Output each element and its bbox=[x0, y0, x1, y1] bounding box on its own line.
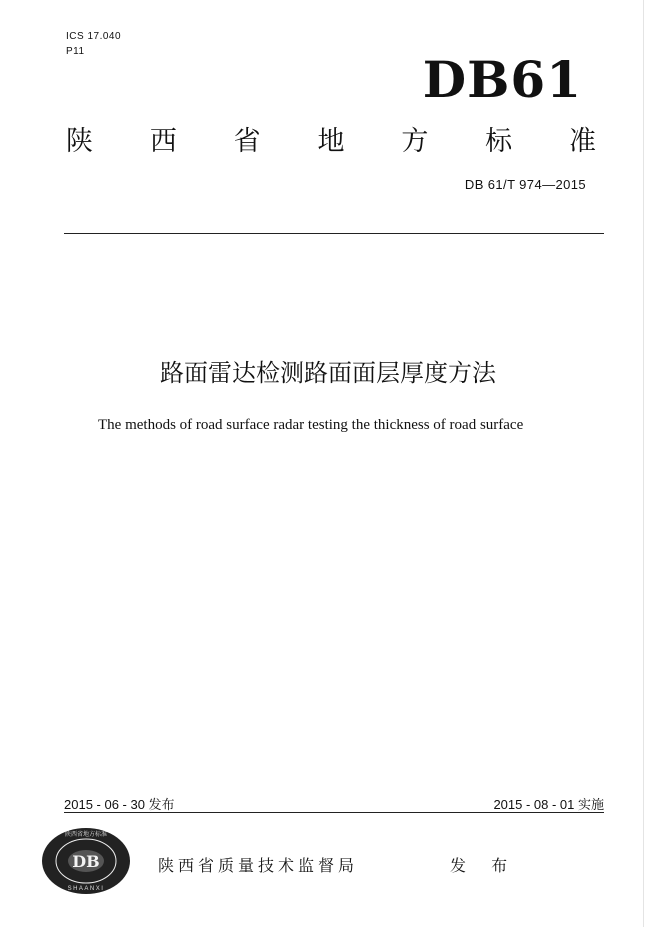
document-title: 路面雷达检测路面面层厚度方法 bbox=[160, 359, 496, 387]
scan-edge bbox=[643, 0, 644, 927]
standard-type-char: 地 bbox=[317, 126, 345, 157]
standard-type-char: 方 bbox=[401, 126, 429, 157]
classification-codes bbox=[66, 29, 121, 59]
standard-type-char: 标 bbox=[485, 126, 513, 157]
top-divider bbox=[64, 233, 604, 234]
standard-type-char: 陕 bbox=[66, 126, 93, 157]
seal-letters: DB bbox=[72, 852, 100, 871]
issue-label: 发 布 bbox=[450, 856, 518, 875]
svg-text:SHAANXI: SHAANXI bbox=[67, 886, 105, 892]
standard-type-char: 西 bbox=[149, 126, 177, 157]
standard-type-title bbox=[66, 124, 596, 160]
bottom-divider bbox=[64, 812, 604, 813]
seal-emblem bbox=[40, 826, 132, 896]
english-title: The methods of road surface radar testing the thickness of road surface bbox=[98, 417, 524, 433]
ics-code: ICS 17.040 bbox=[66, 31, 122, 42]
ccs-code: P11 bbox=[66, 46, 85, 57]
standard-code: DB 61/T 974—2015 bbox=[464, 177, 586, 192]
publish-date: 2015 - 06 - 30 发布 bbox=[64, 797, 175, 812]
db-logo: DB61 bbox=[422, 50, 582, 109]
standard-type-char: 准 bbox=[568, 126, 596, 157]
issuing-authority: 陕西省质量技术监督局 bbox=[158, 856, 359, 875]
standard-type-char: 省 bbox=[233, 126, 261, 157]
implement-date: 2015 - 08 - 01 实施 bbox=[493, 797, 604, 812]
svg-text:陕西省地方标准: 陕西省地方标准 bbox=[64, 831, 108, 838]
